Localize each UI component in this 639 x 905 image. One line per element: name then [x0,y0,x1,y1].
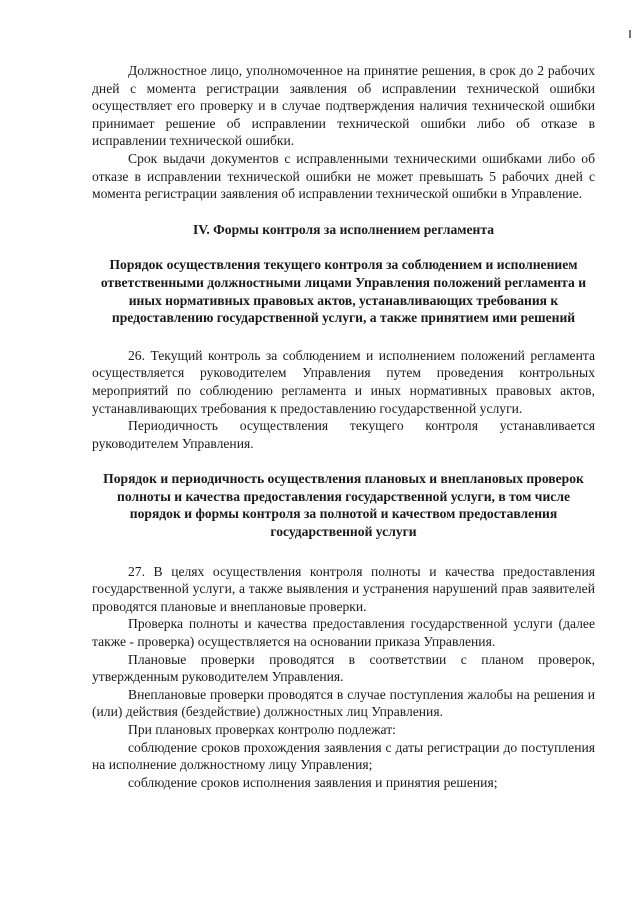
paragraph-inspection-basis: Проверка полноты и качества предоставления государственной услуги (далее также - проверка) осуществляется на основании приказа Управления. [92,616,595,650]
list-item-execution-deadlines: соблюдение сроков исполнения заявления и принятия решения; [128,774,498,790]
paragraph-27: 27. В целях осуществления контроля полноты и качества предоставления государственной услуги, а также выявления и устранения нарушений прав заявителей проводятся плановые и внеплановые проверки. [92,563,595,614]
paragraph-26: 26. Текущий контроль за соблюдением и исполнением положений регламента осуществляется руководителем Управления путем проведения контрольных мероприятий по соблюдению регламента и иных нормативных правовых актов, устанавливающих требования к предоставлению государственной услуги. [92,347,595,416]
scan-mark [629,30,631,38]
paragraph-control-periodicity: Периодичность осуществления текущего контроля устанавливается руководителем Управления. [92,418,595,451]
section-title: IV. Формы контроля за исполнением регламента [192,221,495,237]
list-item-registration-deadlines: соблюдение сроков прохождения заявления с даты регистрации до поступления на исполнение должностному лицу Управления; [92,739,595,773]
subheading-current-control: Порядок осуществления текущего контроля за соблюдением и исполнением ответственными должностными лицами Управления положений регламента и иных нормативных правовых актов, устанавливающих требования к предоставлению государственной услуги, а также принятием ими решений [100,257,587,326]
paragraph-unplanned-inspections: Внеплановые проверки проводятся в случае поступления жалобы на решения и (или) действия (бездействие) должностных лиц Управления. [92,686,595,720]
paragraph-issuance-deadline: Срок выдачи документов с исправленными техническими ошибками либо об отказе в исправлении технической ошибки не может превышать 5 рабочих дней с момента регистрации заявления об исправлении технической ошибки в Управление. [92,150,595,202]
subheading-inspections: Порядок и периодичность осуществления плановых и внеплановых проверок полноты и качества предоставления государственной услуги, в том числе порядок и формы контроля за полнотой и качеством предоставления государственной услуги [103,471,584,540]
paragraph-technical-error-check: Должностное лицо, уполномоченное на принятие решения, в срок до 2 рабочих дней с момента регистрации заявления об исправлении технической ошибки осуществляет его проверку и в случае подтверждения наличия технической ошибки принимает решение об исправлении технической ошибки либо об отказе в исправлении технической ошибки. [92,63,595,149]
paragraph-planned-inspections: Плановые проверки проводятся в соответствии с планом проверок, утвержденным руководителем Управления. [92,651,595,685]
paragraph-subject-to-control: При плановых проверках контролю подлежат: [128,722,396,737]
